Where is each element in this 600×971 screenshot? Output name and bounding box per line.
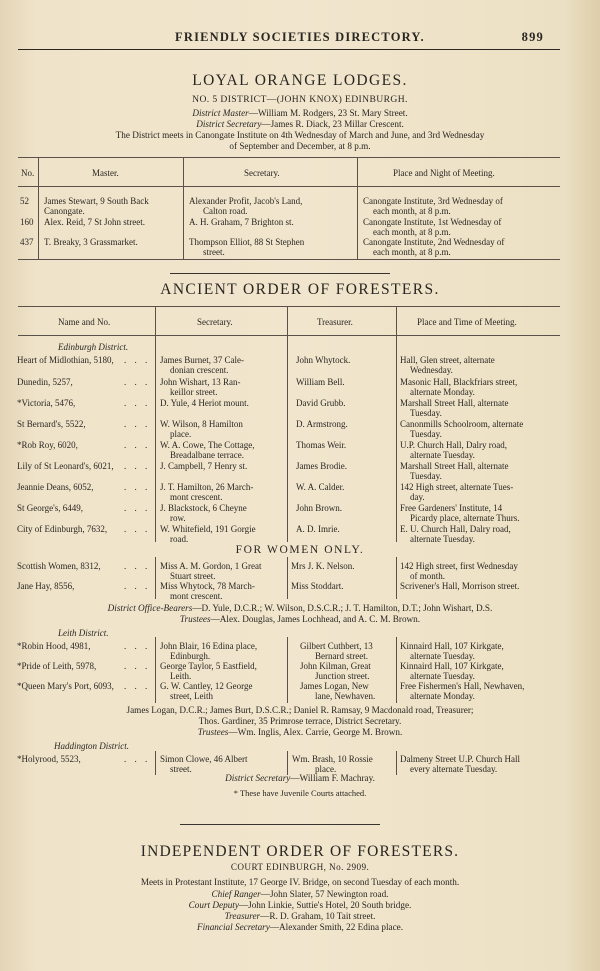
foresters-col-treasurer: Treasurer. <box>317 317 353 327</box>
foresters-edinburgh-rows-6-p2: day. <box>410 492 425 502</box>
dot-leader: . . . <box>124 482 151 492</box>
orange-rows-0-no: 52 <box>20 196 29 206</box>
section-divider <box>180 824 380 825</box>
header-rule <box>18 49 560 50</box>
foresters-col-name: Name and No. <box>58 317 111 327</box>
trustees: —Alex. Douglas, James Lochhead, and A. C. M. Brown. <box>210 614 421 624</box>
foresters-edinburgh-rows-8-name: City of Edinburgh, 7632, <box>17 524 108 534</box>
haddington-secretary-label: District Secretary <box>225 773 291 783</box>
foresters-edinburgh-rows-3-p1: Canonmills Schoolroom, alternate <box>400 419 524 429</box>
leith-officers-2: Thos. Gardiner, 35 Primrose terrace, District Secretary. <box>198 716 402 726</box>
foresters-edinburgh-rows-0-p2: Wednesday. <box>410 365 453 375</box>
foresters-leith-rows-2-s2: street, Leith <box>170 691 213 701</box>
dot-leader: . . . <box>124 641 151 651</box>
court-deputy-label: Court Deputy <box>188 900 239 910</box>
foresters-leith-rows-0-t2: Bernard street. <box>315 651 368 661</box>
leith-trustees-label: Trustees <box>197 727 229 737</box>
orange-rows-1-p2: each month, at 8 p.m. <box>373 227 451 237</box>
foresters-haddington-rows-0-t1: Wm. Brash, 10 Rossie <box>292 754 373 764</box>
dot-leader: . . . <box>124 419 151 429</box>
foresters-leith-rows-1-t1: John Kilman, Great <box>300 661 371 671</box>
foresters-haddington-rows-0-t2: place. <box>315 764 337 774</box>
court-deputy-line <box>0 900 600 911</box>
foresters-women-rows-1-t: Miss Stoddart. <box>291 581 344 591</box>
dot-leader: . . . <box>124 581 151 591</box>
foresters-women-rows-1-name: Jane Hay, 8556, <box>17 581 75 591</box>
orange-col-no: No. <box>21 168 35 178</box>
foresters-leith-rows-0-p1: Kinnaird Hall, 107 Kirkgate, <box>400 641 504 651</box>
foresters-table-head-rule <box>18 335 560 336</box>
leith-district-heading: Leith District. <box>58 628 109 638</box>
foresters-edinburgh-rows-6-p1: 142 High street, alternate Tues- <box>400 482 514 492</box>
orange-master-label: District Master <box>192 108 249 118</box>
foresters-edinburgh-rows-5-t: James Brodie. <box>296 461 347 471</box>
treasurer-line <box>0 911 600 922</box>
foresters-edinburgh-rows-1-s2: keillor street. <box>170 387 218 397</box>
leith-trustees <box>0 727 600 738</box>
foresters-leith-rows-1-t2: Junction street. <box>315 671 370 681</box>
foresters-leith-rows-2-t1: James Logan, New <box>300 681 369 691</box>
foresters-leith-rows-0-s2: Edinburgh. <box>170 651 211 661</box>
foresters-table-top-rule <box>18 306 560 307</box>
dot-leader: . . . <box>124 503 151 513</box>
foresters-women-rows-1-p1: Scrivener's Hall, Morrison street. <box>400 581 520 591</box>
foresters-leith-rows-1-p1: Kinnaird Hall, 107 Kirkgate, <box>400 661 504 671</box>
dot-leader: . . . <box>124 461 151 471</box>
orange-rows-1-no: 160 <box>20 217 34 227</box>
orange-note-1: The District meets in Canongate Institute on 4th Wednesday of March and June, and 3rd Wednesday <box>115 130 485 140</box>
leith-col-divider <box>287 637 288 703</box>
juvenile-note: * These have Juvenile Courts attached. <box>233 788 367 798</box>
orange-rows-0-m2: Canongate. <box>44 206 85 216</box>
foresters-edinburgh-rows-5-p1: Marshall Street Hall, alternate <box>400 461 509 471</box>
foresters-edinburgh-rows-6-t: W. A. Calder. <box>296 482 345 492</box>
financial-secretary: —Alexander Smith, 22 Edina place. <box>269 922 404 932</box>
foresters-women-rows-0-name: Scottish Women, 8312, <box>17 561 101 571</box>
foresters-edinburgh-rows-4-name: *Rob Roy, 6020, <box>17 440 78 450</box>
trustees-label: Trustees <box>179 614 211 624</box>
orange-rows-2-p2: each month, at 8 p.m. <box>373 247 451 257</box>
haddington-col-divider <box>155 751 156 775</box>
court-deputy: —John Linkie, Suttie's Hotel, 20 South bridge. <box>238 900 412 910</box>
foresters-women-rows-1-s2: mont crescent. <box>170 591 223 601</box>
foresters-edinburgh-rows-1-p1: Masonic Hall, Blackfriars street, <box>400 377 518 387</box>
dot-leader: . . . <box>124 355 151 365</box>
haddington-secretary-text: —William F. Machray. <box>290 773 375 783</box>
foresters-edinburgh-rows-5-p2: Tuesday. <box>410 471 442 481</box>
foresters-edinburgh-rows-0-p1: Hall, Glen street, alternate <box>400 355 495 365</box>
foresters-edinburgh-rows-2-p2: Tuesday. <box>410 408 442 418</box>
orange-col-divider <box>183 157 184 259</box>
treasurer: —R. D. Graham, 10 Tait street. <box>260 911 376 921</box>
orange-col-divider <box>357 157 358 259</box>
women-only-heading: FOR WOMEN ONLY. <box>235 544 365 556</box>
dot-leader: . . . <box>124 754 151 764</box>
foresters-edinburgh-rows-7-p1: Free Gardeners' Institute, 14 <box>400 503 503 513</box>
foresters-edinburgh-rows-0-name: Heart of Midlothian, 5180, <box>17 355 114 365</box>
foresters-edinburgh-rows-6-s1: J. T. Hamilton, 26 March- <box>160 482 254 492</box>
foresters-leith-rows-2-p1: Free Fishermen's Hall, Newhaven, <box>400 681 525 691</box>
foresters-edinburgh-rows-6-s2: mont crescent. <box>170 492 223 502</box>
foresters-women-rows-0-p1: 142 High street, first Wednesday <box>400 561 518 571</box>
chief-ranger-line <box>0 889 600 900</box>
orange-table-bottom-rule <box>18 259 560 260</box>
foresters-leith-rows-2-s1: G. W. Cantley, 12 George <box>160 681 253 691</box>
foresters-col-secretary: Secretary. <box>197 317 233 327</box>
orange-secretary: —James R. Diack, 23 Millar Crescent. <box>261 119 404 129</box>
orange-table-top-rule <box>18 157 560 158</box>
leith-col-divider <box>155 637 156 703</box>
orange-col-master: Master. <box>92 168 119 178</box>
foresters-edinburgh-rows-8-s1: W. Whitefield, 191 Gorgie <box>160 524 256 534</box>
page-header-title: FRIENDLY SOCIETIES DIRECTORY. <box>175 30 425 44</box>
orange-col-divider <box>38 157 39 259</box>
orange-rows-2-m1: T. Breaky, 3 Grassmarket. <box>44 237 138 247</box>
independent-foresters-title: INDEPENDENT ORDER OF FORESTERS. <box>140 843 460 860</box>
foresters-women-rows-0-s1: Miss A. M. Gordon, 1 Great <box>160 561 262 571</box>
foresters-edinburgh-rows-1-s1: John Wishart, 13 Ran- <box>160 377 241 387</box>
orange-rows-2-no: 437 <box>20 237 34 247</box>
orange-secretary-line <box>0 119 600 130</box>
foresters-edinburgh-rows-5-s1: J. Campbell, 7 Henry st. <box>160 461 248 471</box>
orange-col-place: Place and Night of Meeting. <box>393 168 495 178</box>
foresters-edinburgh-rows-4-t: Thomas Weir. <box>296 440 347 450</box>
foresters-leith-rows-2-t2: lane, Newhaven. <box>315 691 376 701</box>
foresters-edinburgh-rows-3-name: St Bernard's, 5522, <box>17 419 86 429</box>
haddington-col-divider <box>287 751 288 775</box>
foresters-edinburgh-rows-7-p2: Picardy place, alternate Thurs. <box>410 513 520 523</box>
dot-leader: . . . <box>124 524 151 534</box>
haddington-secretary <box>0 773 600 784</box>
foresters-edinburgh-rows-3-s2: place. <box>170 429 192 439</box>
women-col-divider <box>155 557 156 599</box>
foresters-edinburgh-rows-4-p2: alternate Tuesday. <box>410 450 475 460</box>
women-col-divider <box>396 557 397 599</box>
foresters-women-rows-1-s1: Miss Whytock, 78 March- <box>160 581 255 591</box>
foresters-edinburgh-rows-3-t: D. Armstrong. <box>296 419 348 429</box>
independent-meets: Meets in Protestant Institute, 17 George IV. Bridge, on second Tuesday of each month. <box>140 877 460 887</box>
foresters-edinburgh-rows-4-s1: W. A. Cowe, The Cottage, <box>160 440 255 450</box>
foresters-edinburgh-rows-0-s1: James Burnet, 37 Cale- <box>160 355 244 365</box>
treasurer-label: Treasurer <box>224 911 261 921</box>
women-col-divider <box>287 557 288 599</box>
foresters-leith-rows-1-s2: Leith. <box>170 671 192 681</box>
foresters-edinburgh-rows-4-p1: U.P. Church Hall, Dalry road, <box>400 440 507 450</box>
foresters-women-rows-0-t: Mrs J. K. Nelson. <box>291 561 355 571</box>
edinburgh-district-heading: Edinburgh District. <box>58 342 129 352</box>
financial-secretary-line <box>0 922 600 933</box>
foresters-col-divider <box>287 306 288 542</box>
office-bearers-label: District Office-Bearers <box>107 603 193 613</box>
leith-col-divider <box>396 637 397 703</box>
foresters-leith-rows-0-name: *Robin Hood, 4981, <box>17 641 91 651</box>
orange-rows-0-s2: Calton road. <box>203 206 248 216</box>
edinburgh-office-bearers <box>0 603 600 614</box>
foresters-haddington-rows-0-p1: Dalmeny Street U.P. Church Hall <box>400 754 520 764</box>
dot-leader: . . . <box>124 681 151 691</box>
foresters-edinburgh-rows-8-p2: alternate Tuesday. <box>410 534 475 544</box>
foresters-edinburgh-rows-7-s2: row. <box>170 513 186 523</box>
foresters-leith-rows-1-name: *Pride of Leith, 5978, <box>17 661 97 671</box>
orange-rows-2-p1: Canongate Institute, 2nd Wednesday of <box>363 237 505 247</box>
foresters-title: ANCIENT ORDER OF FORESTERS. <box>160 281 440 298</box>
foresters-edinburgh-rows-7-s1: J. Blackstock, 6 Cheyne <box>160 503 247 513</box>
office-bearers: —D. Yule, D.C.R.; W. Wilson, D.S.C.R.; J. T. Hamilton, D.T.; John Wishart, D.S. <box>192 603 493 613</box>
orange-rows-1-s1: A. H. Graham, 7 Brighton st. <box>189 217 294 227</box>
foresters-haddington-rows-0-name: *Holyrood, 5523, <box>17 754 81 764</box>
foresters-edinburgh-rows-2-p1: Marshall Street Hall, alternate <box>400 398 509 408</box>
orange-rows-0-p1: Canongate Institute, 3rd Wednesday of <box>363 196 503 206</box>
foresters-women-rows-0-s2: Stuart street. <box>170 571 216 581</box>
foresters-edinburgh-rows-2-s1: D. Yule, 4 Heriot mount. <box>160 398 249 408</box>
foresters-edinburgh-rows-0-t: John Whytock. <box>296 355 351 365</box>
foresters-leith-rows-0-s1: John Blair, 16 Edina place, <box>160 641 258 651</box>
foresters-leith-rows-2-name: *Queen Mary's Port, 6093, <box>17 681 114 691</box>
foresters-edinburgh-rows-3-s1: W. Wilson, 8 Hamilton <box>160 419 243 429</box>
foresters-edinburgh-rows-4-s2: Breadalbane terrace. <box>170 450 244 460</box>
orange-col-secretary: Secretary. <box>244 168 280 178</box>
leith-trustees-text: —Wm. Inglis, Alex. Carrie, George M. Brown. <box>228 727 403 737</box>
foresters-haddington-rows-0-s2: street. <box>170 764 192 774</box>
section-divider <box>170 273 390 274</box>
orange-rows-2-s1: Thompson Elliot, 88 St Stephen <box>189 237 305 247</box>
orange-rows-2-s2: street. <box>203 247 225 257</box>
foresters-edinburgh-rows-1-name: Dunedin, 5257, <box>17 377 73 387</box>
foresters-edinburgh-rows-7-name: St George's, 6449, <box>17 503 83 513</box>
orange-secretary-label: District Secretary <box>196 119 262 129</box>
foresters-edinburgh-rows-3-p2: Tuesday. <box>410 429 442 439</box>
foresters-col-divider <box>396 306 397 542</box>
foresters-edinburgh-rows-1-t: William Bell. <box>296 377 345 387</box>
foresters-col-divider <box>155 306 156 542</box>
orange-rows-0-p2: each month, at 8 p.m. <box>373 206 451 216</box>
dot-leader: . . . <box>124 377 151 387</box>
foresters-haddington-rows-0-s1: Simon Clowe, 46 Albert <box>160 754 248 764</box>
foresters-edinburgh-rows-2-name: *Victoria, 5476, <box>17 398 76 408</box>
foresters-edinburgh-rows-2-t: David Grubb. <box>296 398 346 408</box>
edinburgh-trustees <box>0 614 600 625</box>
foresters-women-rows-0-p2: of month. <box>410 571 445 581</box>
orange-rows-0-m1: James Stewart, 9 South Back <box>44 196 149 206</box>
foresters-edinburgh-rows-8-t: A. D. Imrie. <box>296 524 340 534</box>
foresters-edinburgh-rows-6-name: Jeannie Deans, 6052, <box>17 482 94 492</box>
foresters-edinburgh-rows-7-t: John Brown. <box>296 503 343 513</box>
orange-master: —William M. Rodgers, 23 St. Mary Street. <box>248 108 408 118</box>
foresters-leith-rows-0-p2: alternate Tuesday. <box>410 651 475 661</box>
chief-ranger: —John Slater, 57 Newington road. <box>260 889 389 899</box>
orange-master-line <box>0 108 600 119</box>
orange-lodges-title: LOYAL ORANGE LODGES. <box>192 72 408 89</box>
foresters-leith-rows-0-t1: Gilbert Cuthbert, 13 <box>300 641 373 651</box>
orange-district: NO. 5 DISTRICT—(JOHN KNOX) EDINBURGH. <box>192 94 408 105</box>
orange-note-2: of September and December, at 8 p.m. <box>229 141 371 151</box>
page-number: 899 <box>521 30 544 44</box>
financial-secretary-label: Financial Secretary <box>196 922 270 932</box>
foresters-leith-rows-1-p2: alternate Tuesday. <box>410 671 475 681</box>
foresters-col-place: Place and Time of Meeting. <box>417 317 517 327</box>
foresters-edinburgh-rows-8-s2: road. <box>170 534 189 544</box>
foresters-edinburgh-rows-0-s2: donian crescent. <box>170 365 229 375</box>
foresters-haddington-rows-0-p2: every alternate Tuesday. <box>410 764 498 774</box>
dot-leader: . . . <box>124 661 151 671</box>
running-header <box>0 30 600 50</box>
foresters-edinburgh-rows-5-name: Lily of St Leonard's, 6021, <box>17 461 114 471</box>
foresters-edinburgh-rows-1-p2: alternate Monday. <box>410 387 475 397</box>
foresters-leith-rows-2-p2: alternate Monday. <box>410 691 475 701</box>
dot-leader: . . . <box>124 398 151 408</box>
orange-table-head-rule <box>18 186 560 187</box>
haddington-col-divider <box>396 751 397 775</box>
leith-officers-1: James Logan, D.C.R.; James Burt, D.S.C.R.; Daniel R. Ramsay, 9 Macdonald road, Treasurer; <box>126 705 474 715</box>
dot-leader: . . . <box>124 440 151 450</box>
orange-rows-1-m1: Alex. Reid, 7 St John street. <box>44 217 145 227</box>
orange-rows-1-p1: Canongate Institute, 1st Wednesday of <box>363 217 502 227</box>
foresters-leith-rows-1-s1: George Taylor, 5 Eastfield, <box>160 661 257 671</box>
foresters-edinburgh-rows-8-p1: E. U. Church Hall, Dalry road, <box>400 524 511 534</box>
haddington-district-heading: Haddington District. <box>54 741 130 751</box>
dot-leader: . . . <box>124 561 151 571</box>
chief-ranger-label: Chief Ranger <box>211 889 261 899</box>
orange-rows-0-s1: Alexander Profit, Jacob's Land, <box>189 196 303 206</box>
independent-court: COURT EDINBURGH, No. 2909. <box>230 862 370 872</box>
